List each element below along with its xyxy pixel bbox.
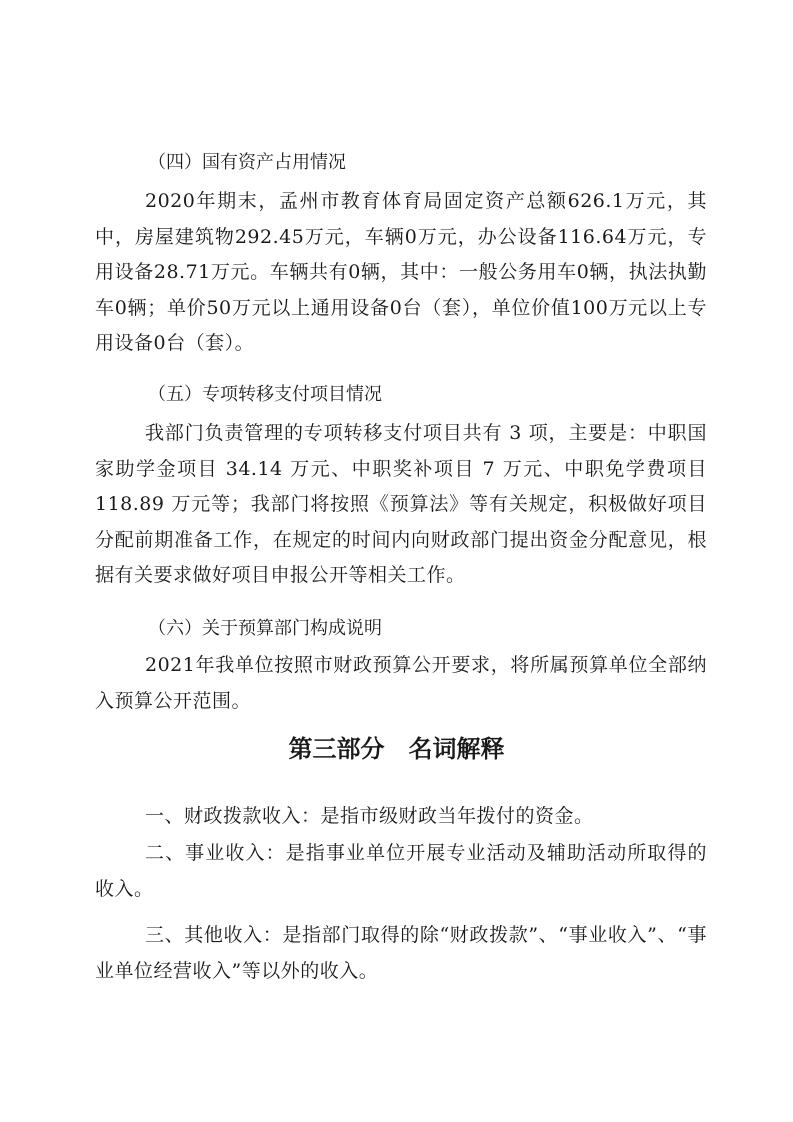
paragraph-department-composition: 2021年我单位按照市财政预算公开要求，将所属预算单位全部纳入预算公开范围。 [95,654,707,712]
section-heading-transfer-payments: （五）专项转移支付项目情况 [148,384,382,405]
definition-business-income: 二、事业收入：是指事业单位开展专业活动及辅助活动所取得的收入。 [95,842,707,900]
paragraph-assets: 2020年期末，孟州市教育体育局固定资产总额626.1万元，其中，房屋建筑物292.45万元，车辆0万元，办公设备116.64万元，专用设备28.71万元。车辆共有0辆，其中：一般公务用车0辆，执法执勤车0辆；单价50万元以上通用设备0台（套），单位价值100万元以上专用设备0台（套）。 [95,190,707,355]
part-three-title: 第三部分 名词解释 [288,735,505,763]
definition-other-income: 三、其他收入：是指部门取得的除“财政拨款”、“事业收入”、“事业单位经营收入”等以外的收入。 [95,924,707,982]
section-heading-department-composition: （六）关于预算部门构成说明 [148,618,382,639]
section-heading-assets: （四）国有资产占用情况 [148,152,346,173]
definition-fiscal-appropriation: 一、财政拨款收入：是指市级财政当年拨付的资金。 [145,805,594,827]
paragraph-transfer-payments: 我部门负责管理的专项转移支付项目共有 3 项，主要是：中职国家助学金项目 34.14 万元、中职奖补项目 7 万元、中职免学费项目 118.89 万元等；我部门将按照《预算法》等有关规定，积极做好项目分配前期准备工作，在规定的时间内向财政部门提出资金分配意见，根据有关要求做好项目申报公开等相关工作。 [95,422,707,587]
